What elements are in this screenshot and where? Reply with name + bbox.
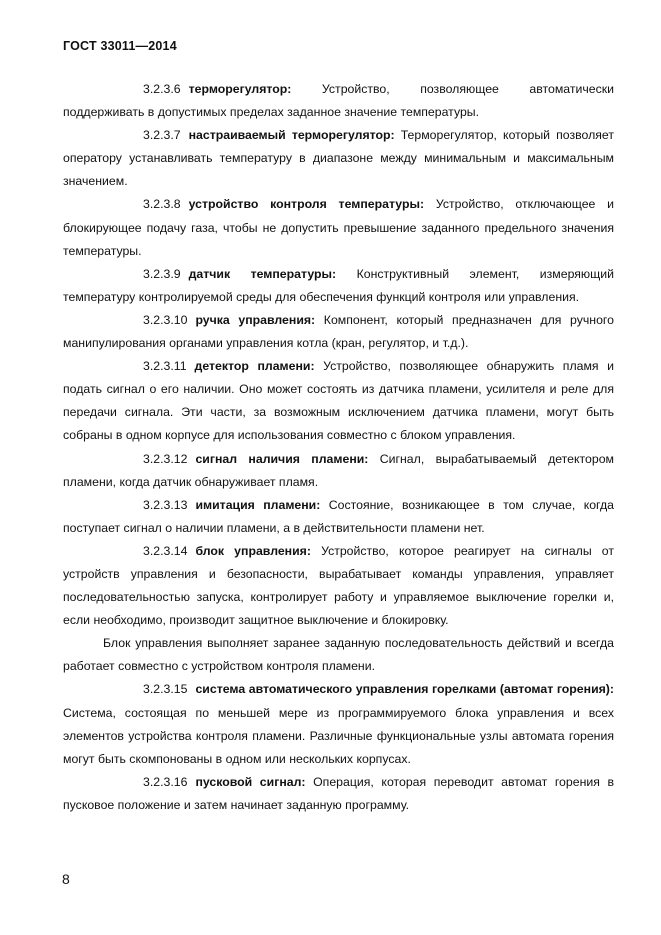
definition-3-2-3-16 [63,771,614,817]
document-body [63,78,614,817]
definition-3-2-3-15 [63,678,614,770]
document-header: ГОСТ 33011—2014 [63,39,177,53]
clause-number: 3.2.3.6 [143,82,181,96]
page-number: 8 [62,871,70,887]
clause-number: 3.2.3.9 [143,266,181,281]
term: пусковой сигнал: [195,774,306,789]
definition-text: Терморегулятор, который позволяет оператору устанавливать температуру в диапазоне между минимальным и максимальным значением. [63,128,614,189]
term: настраиваемый терморегулятор: [188,128,395,143]
definition-text: Устройство, позволяющее обнаружить пламя и подать сигнал о его наличии. Оно может состоять из датчика пламени, усилителя и реле для передачи сигнала. Эти части, за возможным исключением датчика пламени, могут быть собраны в одном корпусе для использования совместно с блоком управления. [63,359,614,443]
paragraph-text: Блок управления выполняет заранее заданную последовательность действий и всегда работает совместно с устройством контроля пламени. [63,636,614,674]
term: детектор пламени: [194,359,315,374]
definition-text: Сигнал, вырабатываемый детектором пламени, когда датчик обнаруживает пламя. [63,451,614,489]
clause-number: 3.2.3.16 [143,774,188,789]
definition-text: Система, состоящая по меньшей мере из программируемого блока управления и всех элементов устройства контроля пламени. Различные функциональные узлы автомата горения могут быть скомпонованы в одном или нескольких корпусах. [63,705,614,766]
definition-text: Устройство, позволяющее автоматически поддерживать в допустимых пределах заданное значение температуры. [63,82,614,120]
term: датчик температуры: [188,266,337,281]
term: имитация пламени: [195,497,321,512]
definition-text: Компонент, который предназначен для ручного манипулирования органами управления котла (кран, регулятор, и т.д.). [63,312,614,351]
clause-number: 3.2.3.15 [143,682,188,697]
term: сигнал наличия пламени: [195,451,369,466]
definition-3-2-3-11 [63,355,614,447]
clause-number: 3.2.3.12 [143,451,188,466]
note-paragraph [63,632,614,678]
definition-3-2-3-9 [63,263,614,309]
definition-3-2-3-8 [63,193,614,262]
definition-text: Устройство, которое реагирует на сигналы от устройств управления и безопасности, вырабатывает команды управления, управляет последовательностью запуска, контролирует работу и управляемое выключение горелки и, если необходимо, производит защитное выключение и блокировку. [63,543,615,628]
definition-text: Конструктивный элемент, измеряющий температуру контролируемой среды для обеспечения функций контроля или управления. [63,266,615,304]
term: терморегулятор: [188,82,292,96]
definition-text: Операция, которая переводит автомат горения в пусковое положение и затем начинает заданную программу. [63,774,615,812]
clause-number: 3.2.3.7 [143,128,181,143]
clause-number: 3.2.3.11 [143,359,187,374]
clause-number: 3.2.3.10 [143,312,188,327]
definition-3-2-3-7 [63,124,614,193]
term: система автоматического управления горелками (автомат горения): [195,682,614,697]
definition-text: Устройство, отключающее и блокирующее подачу газа, чтобы не допустить превышение заданного предельного значения температуры. [63,197,615,258]
term: устройство контроля температуры: [188,197,425,212]
definition-3-2-3-14 [63,540,614,632]
clause-number: 3.2.3.14 [143,543,188,558]
definition-3-2-3-10 [63,309,614,355]
definition-text: Состояние, возникающее в том случае, когда поступает сигнал о наличии пламени, а в действительности пламени нет. [63,497,614,535]
definition-3-2-3-13 [63,494,614,540]
term: блок управления: [195,543,311,558]
definition-3-2-3-12 [63,448,614,494]
clause-number: 3.2.3.8 [143,197,181,212]
clause-number: 3.2.3.13 [143,497,188,512]
term: ручка управления: [195,312,316,327]
definition-3-2-3-6 [63,78,614,124]
